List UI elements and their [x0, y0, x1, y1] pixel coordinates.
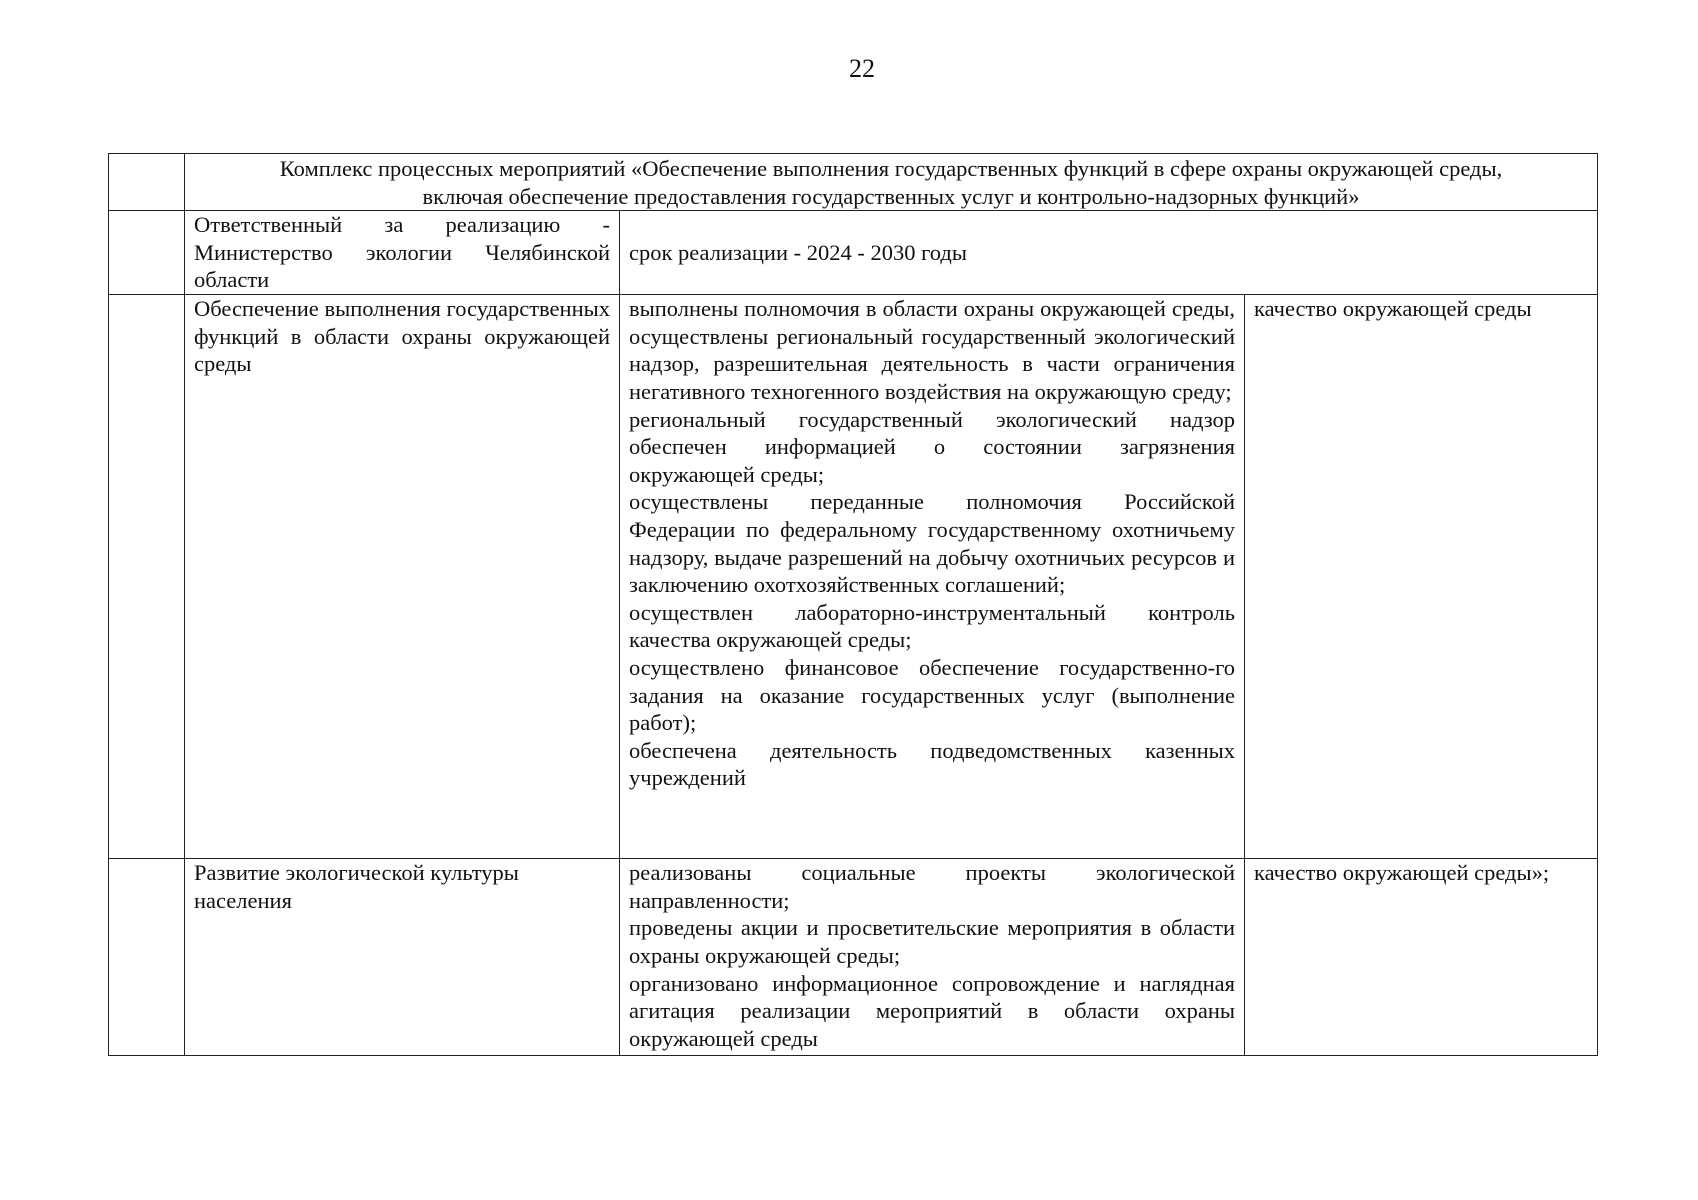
- result-item: реализованы социальные проекты экологической направленности;: [629, 860, 1235, 913]
- number-cell: [109, 211, 185, 295]
- result-item: осуществлен лабораторно-инструментальный контроль качества окружающей среды;: [629, 599, 1235, 653]
- result-item: обеспечена деятельность подведомственных казенных учреждений: [629, 737, 1235, 791]
- table-row: [109, 859, 1598, 1056]
- task-cell: Развитие экологической культуры населения: [185, 859, 620, 1056]
- result-item: осуществлены переданные полномочия Российской Федерации по федеральному государственному охотничьему надзору, выдаче разрешений на добычу охотничьих ресурсов и заключению охотхозяйственных соглашений;: [629, 489, 1235, 598]
- results-cell: [620, 859, 1245, 1056]
- table-header-row: [109, 154, 1598, 211]
- indicator-cell: качество окружающей среды: [1245, 295, 1598, 859]
- result-item: организовано информационное сопровождение и наглядная агитация реализации мероприятий в области охраны окружающей среды: [629, 970, 1235, 1051]
- results-cell: [620, 295, 1245, 859]
- result-item: осуществлено финансовое обеспечение государственно-го задания на оказание государственных услуг (выполнение работ);: [629, 654, 1235, 736]
- number-cell: [109, 295, 185, 859]
- measures-table: [108, 153, 1598, 1056]
- result-item: проведены акции и просветительские мероприятия в области охраны окружающей среды;: [629, 915, 1235, 968]
- result-item: выполнены полномочия в области охраны окружающей среды, осуществлены региональный государственный экологический надзор, разрешительная деятельность в части ограничения негативного техногенного воздействия на окружающую среду;: [629, 296, 1235, 404]
- complex-title-line-2: включая обеспечение предоставления государственных услуг и контрольно-надзорных функций»: [422, 183, 1360, 209]
- indicator-cell: качество окружающей среды»;: [1245, 859, 1598, 1056]
- number-cell: [109, 154, 185, 211]
- page-number: 22: [849, 54, 875, 83]
- number-cell: [109, 859, 185, 1056]
- responsible-cell: Ответственный за реализацию - Министерство экологии Челябинской области: [185, 211, 620, 295]
- responsible-row: [109, 211, 1598, 295]
- result-item: региональный государственный экологический надзор обеспечен информацией о состоянии загрязнения окружающей среды;: [629, 406, 1235, 487]
- complex-title-cell: [185, 154, 1598, 211]
- table-row: [109, 295, 1598, 859]
- complex-title-line-1: Комплекс процессных мероприятий «Обеспечение выполнения государственных функций в сфере охраны окружающей среды,: [279, 156, 1503, 181]
- term-cell: срок реализации - 2024 - 2030 годы: [620, 211, 1598, 295]
- task-cell: Обеспечение выполнения государственных функций в области охраны окружающей среды: [185, 295, 620, 859]
